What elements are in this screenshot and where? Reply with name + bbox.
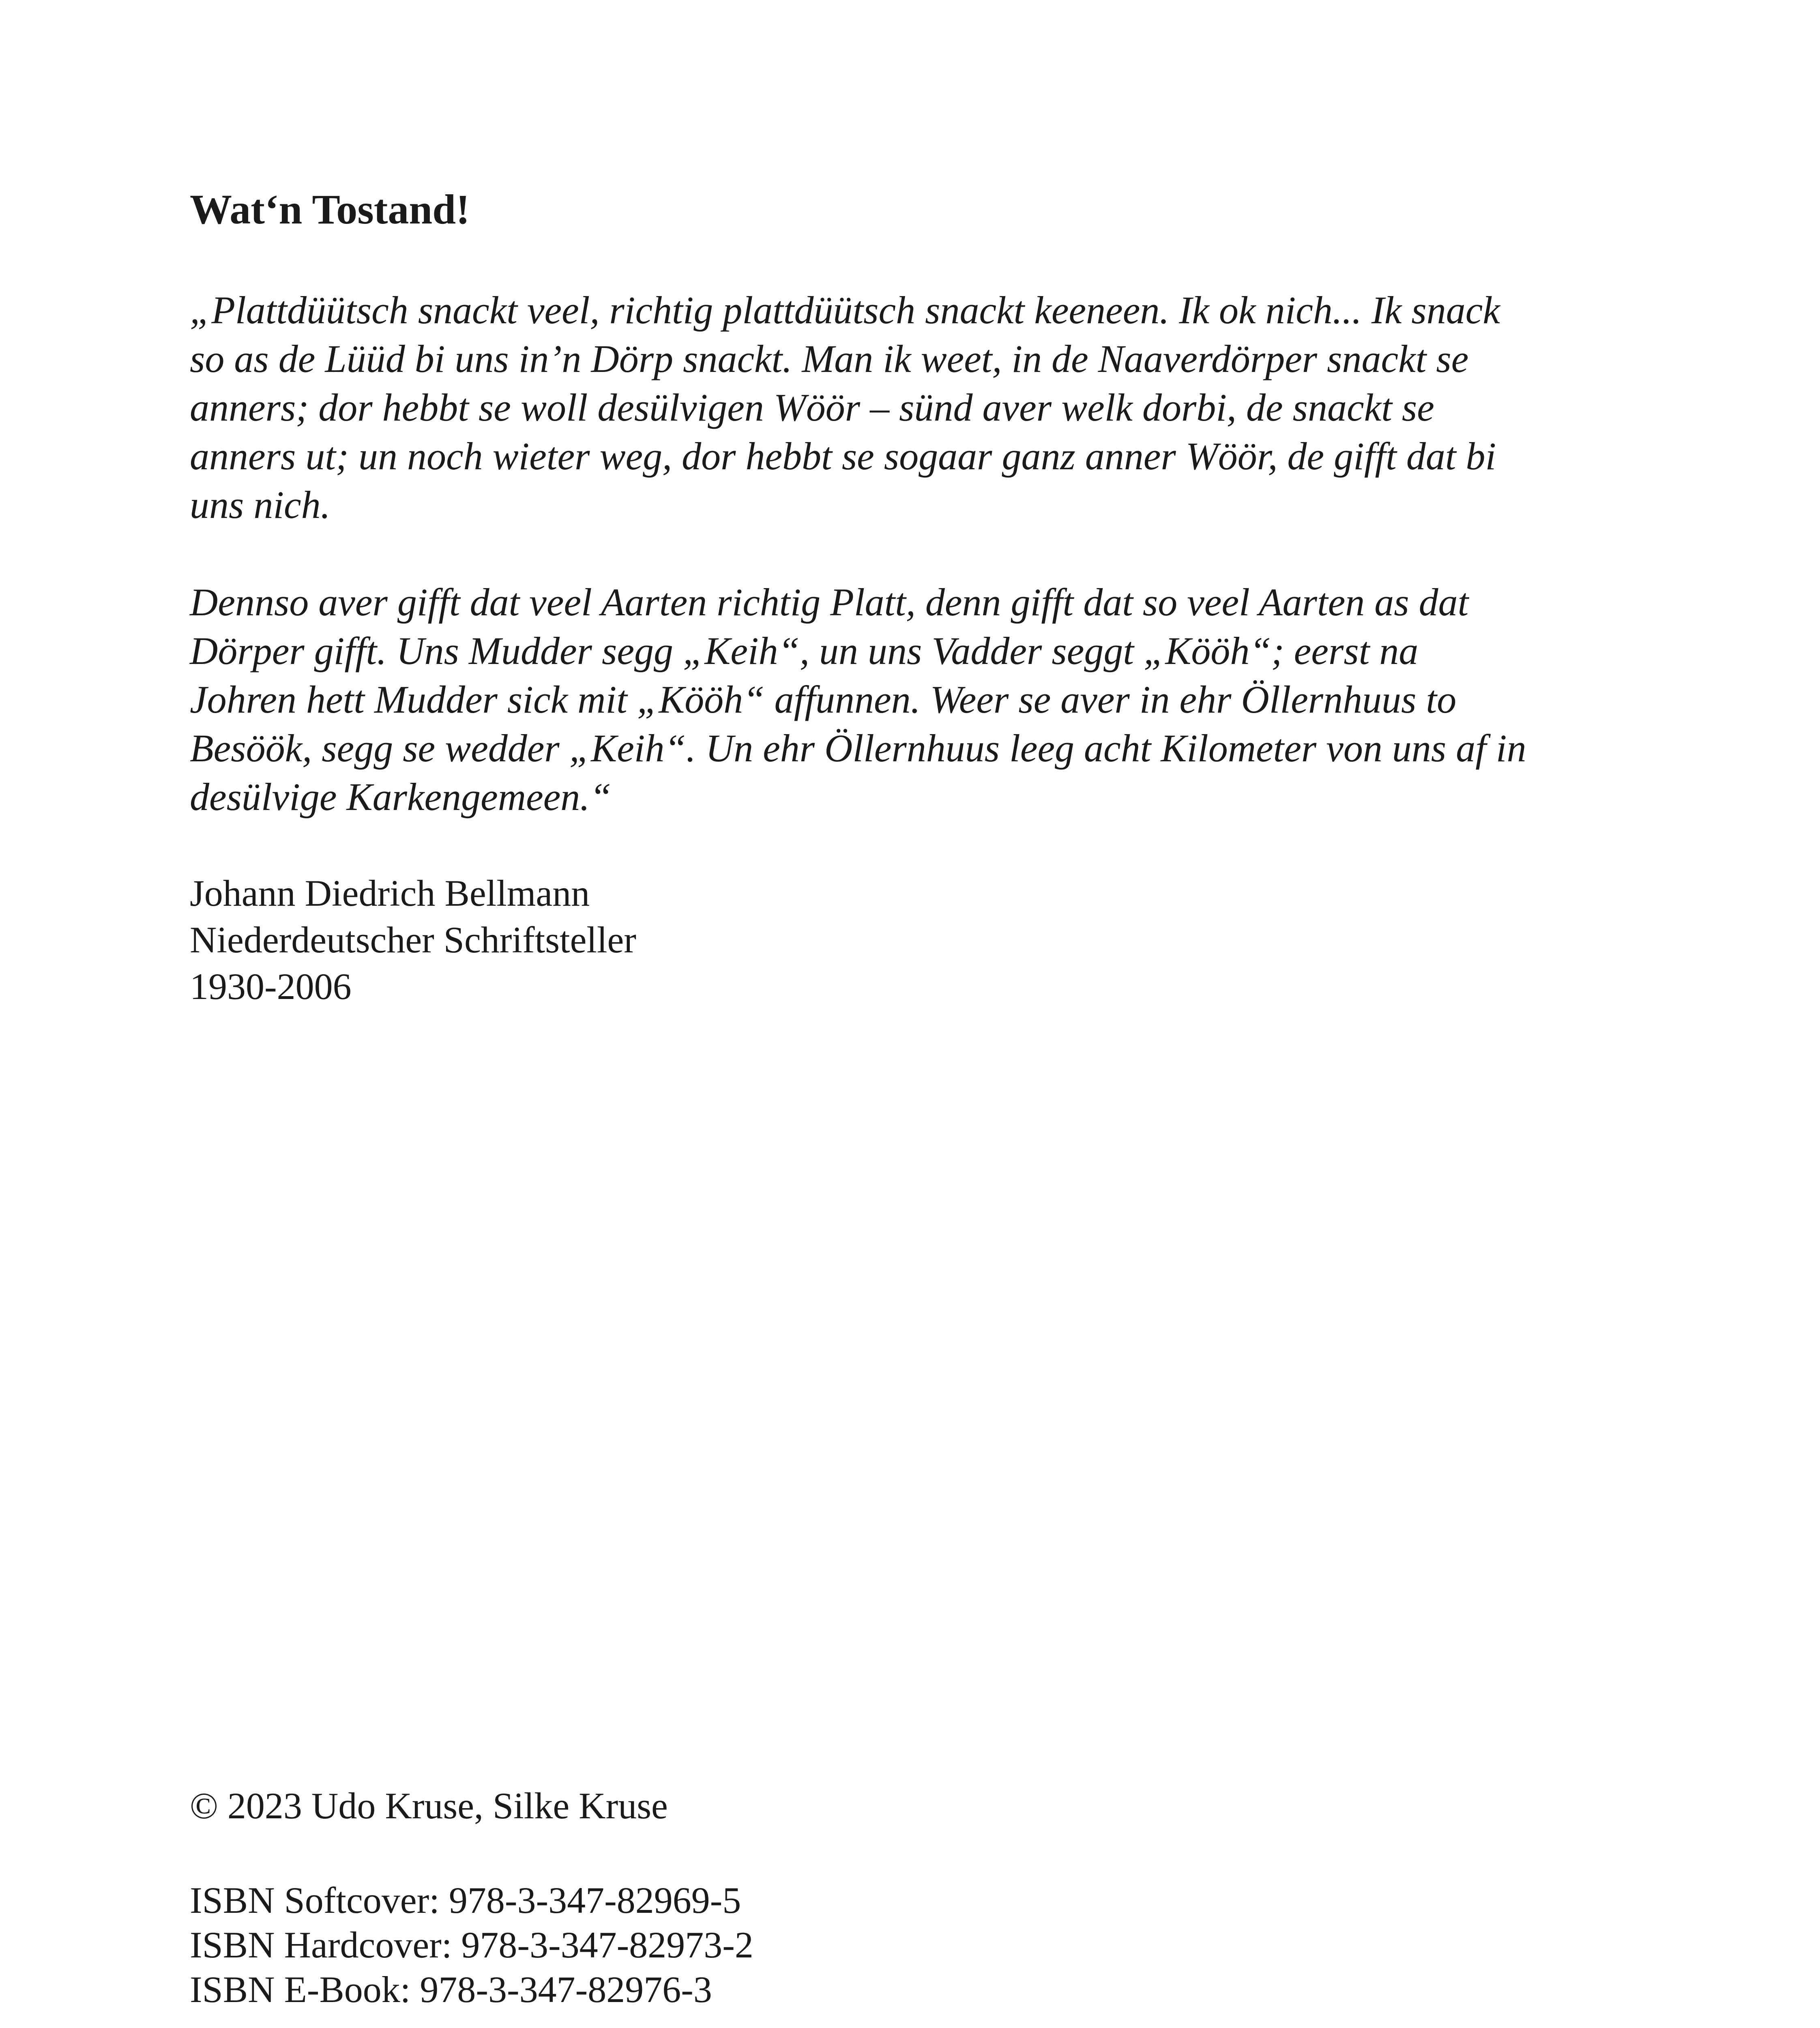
quote-line: anners ut; un noch wieter weg, dor hebbt se sogaar ganz anner Wöör, de gifft dat bi xyxy=(190,434,1496,478)
quote-line: Dennso aver gifft dat veel Aarten richtig Platt, denn gifft dat so veel Aarten as dat xyxy=(190,580,1469,624)
quote-paragraph-2 xyxy=(190,578,1633,821)
author-years: 1930-2006 xyxy=(190,966,352,1007)
quote-line: desülvige Karkengemeen.“ xyxy=(190,775,612,819)
quote-line: anners; dor hebbt se woll desülvigen Wöör – sünd aver welk dorbi, de snackt se xyxy=(190,386,1434,429)
isbn-ebook: ISBN E-Book: 978-3-347-82976-3 xyxy=(190,1969,712,2010)
quote-line: so as de Lüüd bi uns in’n Dörp snackt. Man ik weet, in de Naaverdörper snackt se xyxy=(190,337,1469,380)
quote-line: „Plattdüütsch snackt veel, richtig plattdüütsch snackt keeneen. Ik ok nich... Ik snack xyxy=(190,288,1500,332)
copyright-notice: © 2023 Udo Kruse, Silke Kruse xyxy=(190,1785,668,1826)
isbn-softcover: ISBN Softcover: 978-3-347-82969-5 xyxy=(190,1880,741,1921)
quote-line: Besöök, segg se wedder „Keih“. Un ehr Öllernhuus leeg acht Kilometer von uns af in xyxy=(190,726,1526,770)
isbn-list xyxy=(190,1878,753,2012)
quote-line: uns nich. xyxy=(190,483,331,526)
quote-paragraph-1 xyxy=(190,286,1633,529)
quote-line: Dörper gifft. Uns Mudder segg „Keih“, un uns Vadder seggt „Kööh“; eerst na xyxy=(190,629,1419,672)
author-role: Niederdeutscher Schriftsteller xyxy=(190,919,636,960)
page-heading: Wat‘n Tostand! xyxy=(190,186,470,233)
author-name: Johann Diedrich Bellmann xyxy=(190,872,590,914)
isbn-hardcover: ISBN Hardcover: 978-3-347-82973-2 xyxy=(190,1924,753,1966)
quote-line: Johren hett Mudder sick mit „Kööh“ affunnen. Weer se aver in ehr Öllernhuus to xyxy=(190,678,1457,721)
quote-attribution xyxy=(190,870,636,1010)
